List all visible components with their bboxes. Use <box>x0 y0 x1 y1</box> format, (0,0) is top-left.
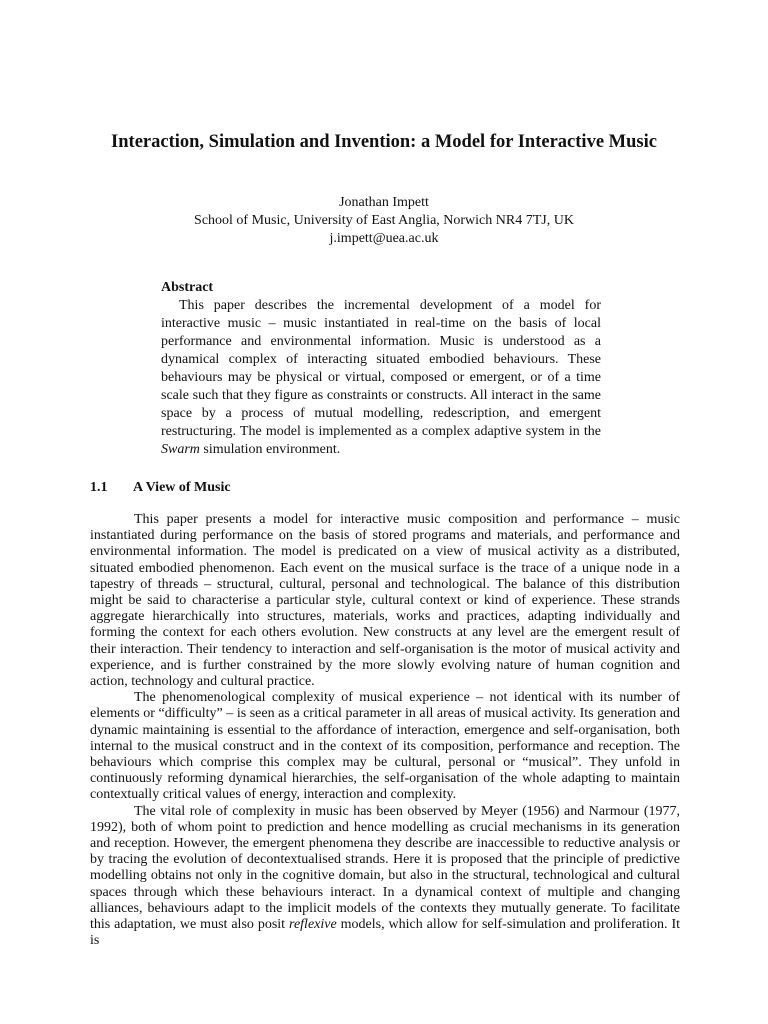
body-reflexive-term: reflexive <box>289 917 337 933</box>
abstract-block <box>161 279 601 459</box>
section-number: 1.1 <box>90 480 108 495</box>
author-block <box>100 194 668 248</box>
abstract-text-part-1: This paper describes the incremental development of a model for interactive music – music instantiated in real-time on the basis of local performance and environmental information. Music is understood as a dynamical complex of interacting situated embodied behaviours. These behaviours may be physical or virtual, composed or emergent, or of a time scale such that they figure as constraints or constructs. All interact in the same space by a process of mutual modelling, redescription, and emergent restructuring. The model is implemented as a complex adaptive system in the <box>161 298 601 439</box>
abstract-text-part-2: simulation environment. <box>199 442 341 457</box>
section-heading <box>90 479 231 497</box>
abstract-heading: Abstract <box>161 280 214 295</box>
body-paragraph-1: This paper presents a model for interactive music composition and performance – music instantiated during performance on the basis of stored programs and materials, and performance and environmental information. The model is predicated on a view of musical activity as a distributed, situated embodied phenomenon. Each event on the musical surface is the trace of a unique node in a tapestry of threads – structural, cultural, personal and technological. The balance of this distribution might be said to characterise a particular style, cultural context or kind of experience. These strands aggregate hierarchically into structures, materials, works and practices, adapting individually and forming the context for each others evolution. New constructs at any level are the emergent result of their interaction. Their tendency to interaction and self-organisation is the motor of musical activity and experience, and is further constrained by the more slowly evolving nature of human cognition and action, technology and cultural practice. <box>90 512 680 690</box>
section-title: A View of Music <box>133 480 231 495</box>
abstract-text <box>161 297 601 459</box>
abstract-swarm-term: Swarm <box>161 442 200 457</box>
body-paragraph-3-part-1: The vital role of complexity in music has been observed by Meyer (1956) and Narmour (1977, 1992), both of whom point to prediction and hence modelling as crucial mechanisms in its generation and reception. However, the emergent phenomena they describe are inaccessible to reductive analysis or by tracing the evolution of decontextualised strands. Here it is proposed that the principle of predictive modelling obtains not only in the cognitive domain, but also in the structural, technological and cultural spaces through which these behaviours interact. In a dynamical context of multiple and changing alliances, behaviours adapt to the implicit models of the contexts they mutually generate. To facilitate this adaptation, we must also posit <box>90 803 680 933</box>
paper-title: Interaction, Simulation and Invention: a Model for Interactive Music <box>111 132 657 152</box>
body-paragraph-3 <box>90 804 680 950</box>
section-body <box>90 512 680 949</box>
author-email: j.impett@uea.ac.uk <box>329 231 439 246</box>
body-paragraph-3-part-2: models, which allow for self-simulation and proliferation. It is <box>90 917 681 949</box>
author-name: Jonathan Impett <box>339 195 429 210</box>
author-affiliation: School of Music, University of East Anglia, Norwich NR4 7TJ, UK <box>194 213 574 228</box>
body-paragraph-2: The phenomenological complexity of musical experience – not identical with its number of elements or “difficulty” – is seen as a critical parameter in all areas of musical activity. Its generation and dynamic maintaining is essential to the affordance of interaction, emergence and self-organisation, both internal to the musical construct and in the context of its composition, performance and reception. The behaviours which comprise this complex may be cultural, personal or “musical”. They unfold in continuously reforming dynamical hierarchies, the self-organisation of the whole adapting to maintain contextually critical values of energy, interaction and complexity. <box>90 690 680 803</box>
